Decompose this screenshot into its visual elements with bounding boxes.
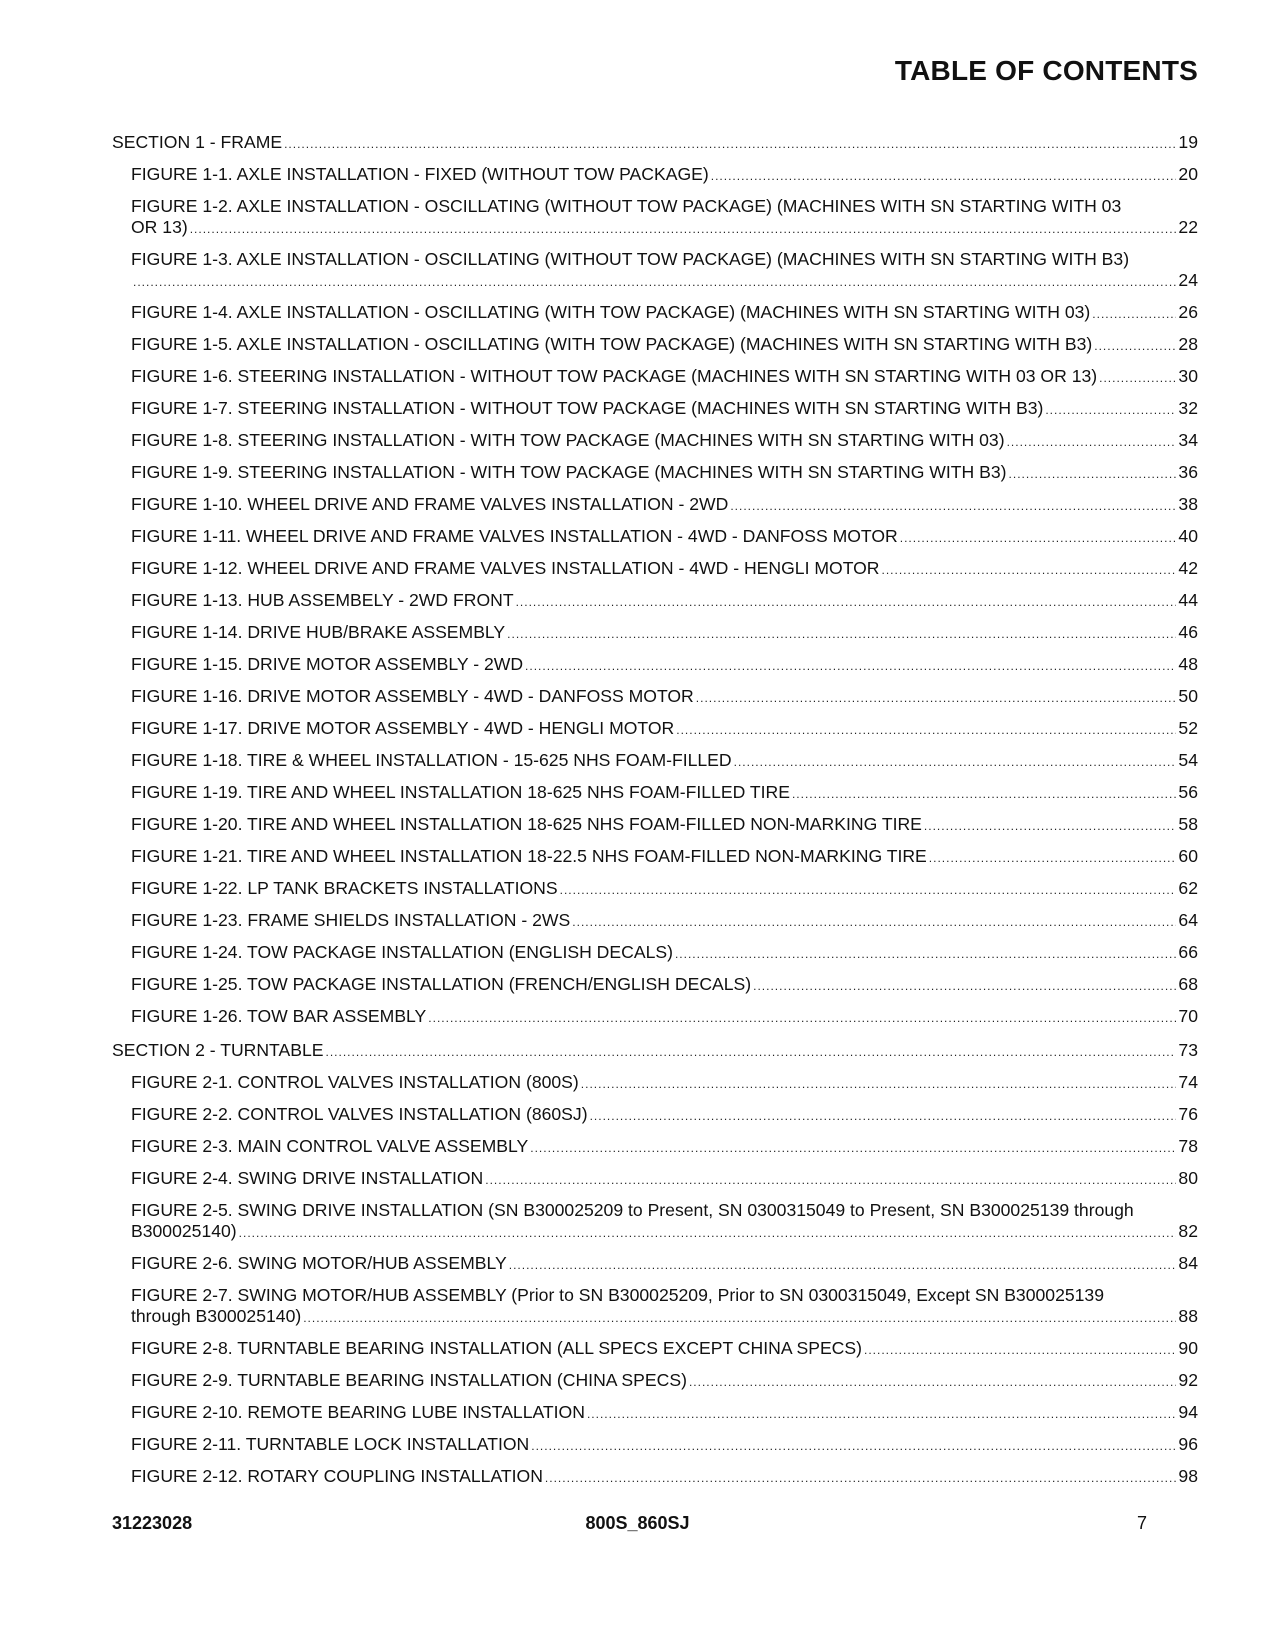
toc-figure-entry[interactable] [112,430,1198,453]
toc-entry-title: FIGURE 1-4. AXLE INSTALLATION - OSCILLATING (WITH TOW PACKAGE) (MACHINES WITH SN STARTING WITH 03) [131,302,1091,322]
dot-leader [509,1255,1177,1276]
toc-page-number: 76 [1178,1104,1198,1124]
toc-figure-entry[interactable] [112,942,1198,965]
toc-figure-entry[interactable] [112,526,1198,549]
dot-leader [239,1223,1177,1244]
dot-leader [929,848,1177,869]
toc-figure-entry[interactable] [112,590,1198,613]
toc-page-number: 36 [1178,462,1198,482]
toc-page-number: 78 [1178,1136,1198,1156]
toc-entry-title: FIGURE 2-4. SWING DRIVE INSTALLATION [131,1168,484,1188]
dot-leader [572,912,1176,933]
dot-leader [516,592,1177,613]
toc-page-number: 66 [1178,942,1198,962]
toc-section-entry[interactable] [112,1040,1198,1063]
toc-figure-entry[interactable] [112,846,1198,869]
toc-figure-entry[interactable] [112,910,1198,933]
dot-leader [711,166,1177,187]
toc-figure-entry[interactable] [112,750,1198,773]
dot-leader [531,1436,1176,1457]
toc-page-number: 19 [1178,132,1198,152]
toc-figure-entry[interactable] [112,1466,1198,1489]
toc-entry-title: FIGURE 1-6. STEERING INSTALLATION - WITHOUT TOW PACKAGE (MACHINES WITH SN STARTING WITH 03 OR 13) [131,366,1098,386]
toc-section-entry[interactable] [112,132,1198,155]
toc-entry-title: through B300025140) [131,1306,302,1326]
toc-figure-entry[interactable] [112,558,1198,581]
toc-page-number: 46 [1178,622,1198,642]
toc-entry-title: FIGURE 2-10. REMOTE BEARING LUBE INSTALLATION [131,1402,585,1422]
toc-figure-entry[interactable] [112,164,1198,187]
toc-page-number: 82 [1178,1221,1198,1241]
toc-entry-title: FIGURE 1-22. LP TANK BRACKETS INSTALLATIONS [131,878,558,898]
toc-figure-entry[interactable] [112,1338,1198,1361]
toc-entry-title: FIGURE 1-19. TIRE AND WHEEL INSTALLATION 18-625 NHS FOAM-FILLED TIRE [131,782,790,802]
page-title: TABLE OF CONTENTS [894,55,1198,86]
table-of-contents [112,132,1198,1498]
dot-leader [190,219,1177,240]
dot-leader [730,496,1176,517]
toc-page-number: 38 [1178,494,1198,514]
toc-figure-entry[interactable] [112,654,1198,677]
toc-page-number: 44 [1178,590,1198,610]
toc-page-number: 30 [1178,366,1198,386]
dot-leader [689,1372,1176,1393]
toc-entry-title: FIGURE 2-12. ROTARY COUPLING INSTALLATION [131,1466,543,1486]
toc-figure-entry[interactable] [112,718,1198,741]
toc-figure-entry[interactable] [112,196,1198,240]
toc-entry-title: FIGURE 1-26. TOW BAR ASSEMBLY [131,1006,427,1026]
toc-page-number: 92 [1178,1370,1198,1390]
toc-figure-entry[interactable] [112,302,1198,325]
dot-leader [507,624,1176,645]
toc-page-number: 34 [1178,430,1198,450]
dot-leader [1094,336,1176,357]
dot-leader [675,944,1176,965]
toc-entry-title: FIGURE 1-23. FRAME SHIELDS INSTALLATION - 2WS [131,910,571,930]
toc-entry-title: SECTION 1 - FRAME [112,132,283,152]
dot-leader [734,752,1177,773]
dot-leader [900,528,1177,549]
dot-leader [326,1042,1177,1063]
toc-page-number: 98 [1178,1466,1198,1486]
footer-model: 800S_860SJ [585,1513,690,1533]
toc-entry-title: B300025140) [131,1221,237,1241]
toc-figure-entry[interactable] [112,334,1198,357]
toc-page-number: 58 [1178,814,1198,834]
toc-entry-title: FIGURE 1-12. WHEEL DRIVE AND FRAME VALVES INSTALLATION - 4WD - HENGLI MOTOR [131,558,880,578]
toc-entry-title: FIGURE 2-1. CONTROL VALVES INSTALLATION (800S) [131,1072,579,1092]
toc-entry-title: FIGURE 2-7. SWING MOTOR/HUB ASSEMBLY (Prior to SN B300025209, Prior to SN 0300315049, Except SN B300025139 [131,1285,1104,1305]
dot-leader [590,1106,1177,1127]
toc-page-number: 42 [1178,558,1198,578]
dot-leader [428,1008,1176,1029]
toc-entry-title: FIGURE 1-18. TIRE & WHEEL INSTALLATION - 15-625 NHS FOAM-FILLED [131,750,732,770]
dot-leader [587,1404,1176,1425]
toc-figure-entry[interactable] [112,398,1198,421]
dot-leader [303,1308,1176,1329]
toc-page-number: 70 [1178,1006,1198,1026]
toc-entry-title: FIGURE 1-7. STEERING INSTALLATION - WITHOUT TOW PACKAGE (MACHINES WITH SN STARTING WITH B3) [131,398,1044,418]
toc-entry-title: FIGURE 1-11. WHEEL DRIVE AND FRAME VALVES INSTALLATION - 4WD - DANFOSS MOTOR [131,526,898,546]
toc-entry-title: FIGURE 1-9. STEERING INSTALLATION - WITH TOW PACKAGE (MACHINES WITH SN STARTING WITH B3) [131,462,1007,482]
toc-entry-title: FIGURE 1-20. TIRE AND WHEEL INSTALLATION 18-625 NHS FOAM-FILLED NON-MARKING TIRE [131,814,922,834]
toc-entry-title: OR 13) [131,217,188,237]
toc-entry-title: FIGURE 2-11. TURNTABLE LOCK INSTALLATION [131,1434,530,1454]
toc-entry-title: FIGURE 2-8. TURNTABLE BEARING INSTALLATION (ALL SPECS EXCEPT CHINA SPECS) [131,1338,862,1358]
dot-leader [1099,368,1176,389]
toc-entry-title: FIGURE 1-3. AXLE INSTALLATION - OSCILLATING (WITHOUT TOW PACKAGE) (MACHINES WITH SN STARTING WITH B3) [131,249,1130,269]
dot-leader [882,560,1177,581]
toc-figure-entry[interactable] [112,1253,1198,1276]
toc-figure-entry[interactable] [112,1072,1198,1095]
toc-entry-title: FIGURE 1-1. AXLE INSTALLATION - FIXED (WITHOUT TOW PACKAGE) [131,164,709,184]
toc-entry-title: FIGURE 1-2. AXLE INSTALLATION - OSCILLATING (WITHOUT TOW PACKAGE) (MACHINES WITH SN STARTING WITH 03 [131,196,1122,216]
toc-figure-entry[interactable] [112,814,1198,837]
dot-leader [753,976,1176,997]
toc-page-number: 73 [1178,1040,1198,1060]
toc-page-number: 50 [1178,686,1198,706]
dot-leader [924,816,1177,837]
toc-figure-entry[interactable] [112,782,1198,805]
footer-doc-number: 31223028 [112,1513,193,1533]
toc-entry-title: FIGURE 1-5. AXLE INSTALLATION - OSCILLATING (WITH TOW PACKAGE) (MACHINES WITH SN STARTING WITH B3) [131,334,1093,354]
toc-page-number: 52 [1178,718,1198,738]
dot-leader [485,1170,1176,1191]
toc-entry-title: FIGURE 2-5. SWING DRIVE INSTALLATION (SN B300025209 to Present, SN 0300315049 to Present, SN B300025139 through [131,1200,1134,1220]
dot-leader [284,134,1176,155]
toc-figure-entry[interactable] [112,1434,1198,1457]
dot-leader [560,880,1177,901]
dot-leader [864,1340,1176,1361]
toc-figure-entry[interactable] [112,1200,1198,1244]
toc-entry-title: FIGURE 1-13. HUB ASSEMBELY - 2WD FRONT [131,590,514,610]
toc-entry-title: FIGURE 1-24. TOW PACKAGE INSTALLATION (ENGLISH DECALS) [131,942,673,962]
toc-figure-entry[interactable] [112,1006,1198,1029]
toc-figure-entry[interactable] [112,1285,1198,1329]
toc-page-number: 84 [1178,1253,1198,1273]
toc-entry-title: FIGURE 1-8. STEERING INSTALLATION - WITH TOW PACKAGE (MACHINES WITH SN STARTING WITH 03) [131,430,1005,450]
dot-leader [133,272,1176,293]
toc-page-number: 60 [1178,846,1198,866]
toc-figure-entry[interactable] [112,249,1198,293]
dot-leader [696,688,1177,709]
toc-entry-title: FIGURE 1-21. TIRE AND WHEEL INSTALLATION 18-22.5 NHS FOAM-FILLED NON-MARKING TIRE [131,846,927,866]
toc-page-number: 68 [1178,974,1198,994]
toc-figure-entry[interactable] [112,878,1198,901]
toc-figure-entry[interactable] [112,622,1198,645]
toc-entry-title: FIGURE 2-9. TURNTABLE BEARING INSTALLATION (CHINA SPECS) [131,1370,687,1390]
toc-entry-title: FIGURE 2-2. CONTROL VALVES INSTALLATION (860SJ) [131,1104,588,1124]
toc-page-number: 90 [1178,1338,1198,1358]
toc-figure-entry[interactable] [112,1168,1198,1191]
toc-page-number: 74 [1178,1072,1198,1092]
toc-page-number: 96 [1178,1434,1198,1454]
toc-page-number: 48 [1178,654,1198,674]
toc-figure-entry[interactable] [112,1370,1198,1393]
toc-entry-title: FIGURE 1-10. WHEEL DRIVE AND FRAME VALVES INSTALLATION - 2WD [131,494,729,514]
toc-figure-entry[interactable] [112,1402,1198,1425]
footer-page-number: 7 [1136,1513,1147,1533]
toc-entry-title: FIGURE 1-14. DRIVE HUB/BRAKE ASSEMBLY [131,622,506,642]
toc-figure-entry[interactable] [112,1136,1198,1159]
dot-leader [676,720,1176,741]
toc-entry-title: FIGURE 2-3. MAIN CONTROL VALVE ASSEMBLY [131,1136,529,1156]
dot-leader [1092,304,1176,325]
toc-page-number: 20 [1178,164,1198,184]
toc-page-number: 80 [1178,1168,1198,1188]
toc-figure-entry[interactable] [112,366,1198,389]
toc-entry-title: FIGURE 1-16. DRIVE MOTOR ASSEMBLY - 4WD - DANFOSS MOTOR [131,686,694,706]
dot-leader [525,656,1176,677]
toc-page-number: 94 [1178,1402,1198,1422]
dot-leader [1045,400,1176,421]
toc-page-number: 56 [1178,782,1198,802]
toc-figure-entry[interactable] [112,462,1198,485]
dot-leader [1009,464,1177,485]
dot-leader [1007,432,1177,453]
toc-entry-title: SECTION 2 - TURNTABLE [112,1040,324,1060]
toc-page-number: 54 [1178,750,1198,770]
dot-leader [581,1074,1177,1095]
dot-leader [530,1138,1176,1159]
toc-page-number: 26 [1178,302,1198,322]
toc-page-number: 88 [1178,1306,1198,1326]
toc-figure-entry[interactable] [112,686,1198,709]
toc-page-number: 64 [1178,910,1198,930]
toc-entry-title: FIGURE 1-17. DRIVE MOTOR ASSEMBLY - 4WD - HENGLI MOTOR [131,718,675,738]
toc-figure-entry[interactable] [112,974,1198,997]
toc-entry-title: FIGURE 1-25. TOW PACKAGE INSTALLATION (FRENCH/ENGLISH DECALS) [131,974,752,994]
toc-figure-entry[interactable] [112,1104,1198,1127]
toc-page-number: 32 [1178,398,1198,418]
dot-leader [792,784,1176,805]
toc-entry-title: FIGURE 1-15. DRIVE MOTOR ASSEMBLY - 2WD [131,654,524,674]
toc-page-number: 62 [1178,878,1198,898]
toc-page-number: 24 [1178,270,1198,290]
toc-figure-entry[interactable] [112,494,1198,517]
toc-page-number: 40 [1178,526,1198,546]
toc-entry-title: FIGURE 2-6. SWING MOTOR/HUB ASSEMBLY [131,1253,507,1273]
toc-page-number: 22 [1178,217,1198,237]
toc-page-number: 28 [1178,334,1198,354]
dot-leader [545,1468,1177,1489]
